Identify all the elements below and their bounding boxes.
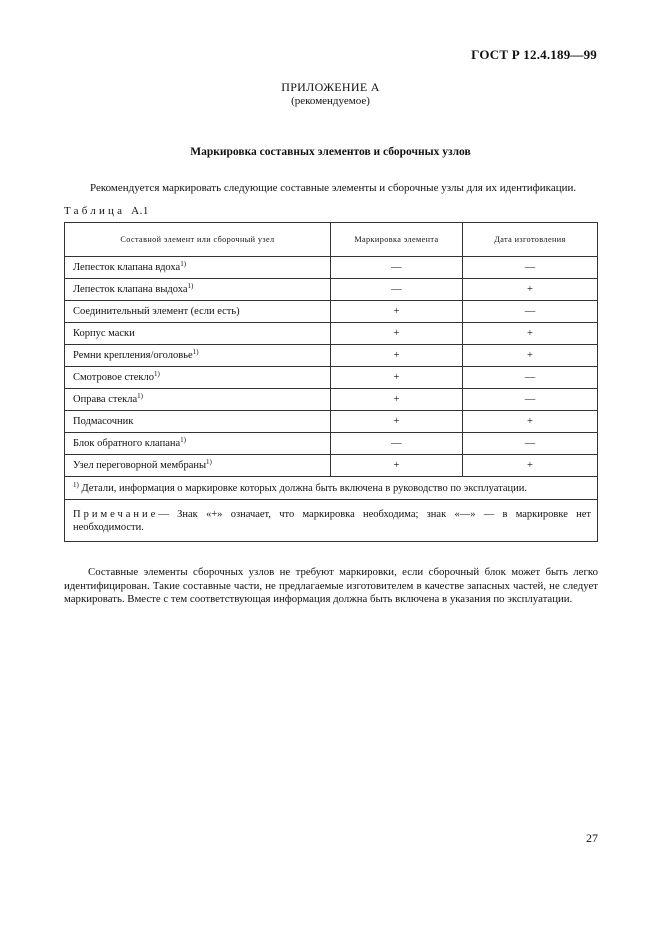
date-cell: + bbox=[462, 345, 597, 367]
table-row bbox=[65, 279, 598, 301]
header-date: Дата изготовления bbox=[462, 223, 597, 257]
element-name: Лепесток клапана вдоха bbox=[73, 262, 181, 273]
table-row bbox=[65, 367, 598, 389]
table-row bbox=[65, 389, 598, 411]
element-name: Соединительный элемент (если есть) bbox=[73, 306, 240, 317]
date-cell: — bbox=[462, 433, 597, 455]
standard-designation: ГОСТ Р 12.4.189—99 bbox=[471, 47, 597, 62]
table-row bbox=[65, 345, 598, 367]
footnote-cell bbox=[65, 477, 598, 500]
element-name-cell bbox=[65, 345, 331, 367]
element-name: Корпус маски bbox=[73, 328, 135, 339]
page-number: 27 bbox=[586, 831, 598, 845]
date-cell: + bbox=[462, 279, 597, 301]
element-name: Лепесток клапана выдоха bbox=[73, 284, 188, 295]
note-label: Примечание bbox=[73, 509, 159, 520]
element-name: Блок обратного клапана bbox=[73, 438, 181, 449]
date-cell: — bbox=[462, 301, 597, 323]
marking-cell: + bbox=[330, 455, 462, 477]
element-name-cell bbox=[65, 433, 331, 455]
element-name-cell bbox=[65, 455, 331, 477]
appendix-title: ПРИЛОЖЕНИЕ А bbox=[281, 80, 380, 94]
marking-cell: — bbox=[330, 257, 462, 279]
footnote-ref: 1) bbox=[192, 348, 199, 356]
element-name: Оправа стекла bbox=[73, 394, 138, 405]
marking-cell: + bbox=[330, 301, 462, 323]
element-name: Смотровое стекло bbox=[73, 372, 155, 383]
marking-cell: + bbox=[330, 389, 462, 411]
marking-cell: + bbox=[330, 411, 462, 433]
appendix-subtitle: (рекомендуемое) bbox=[291, 95, 370, 107]
element-name-cell bbox=[65, 257, 331, 279]
marking-table bbox=[64, 222, 598, 542]
note-row bbox=[65, 500, 598, 542]
table-row bbox=[65, 323, 598, 345]
footnote-text: Детали, информация о маркировке которых должна быть включена в руководство по эксплуатации. bbox=[81, 482, 528, 494]
marking-cell: + bbox=[330, 323, 462, 345]
section-heading: Маркировка составных элементов и сборочных узлов bbox=[190, 146, 471, 158]
footnote-row bbox=[65, 477, 598, 500]
date-cell: + bbox=[462, 455, 597, 477]
element-name-cell bbox=[65, 411, 331, 433]
intro-paragraph: Рекомендуется маркировать следующие составные элементы и сборочные узлы для их идентификации. bbox=[90, 182, 577, 194]
marking-cell: — bbox=[330, 433, 462, 455]
element-name: Подмасочник bbox=[73, 416, 134, 427]
footnote-ref: 1) bbox=[180, 436, 186, 444]
header-marking: Маркировка элемента bbox=[330, 223, 462, 257]
date-cell: — bbox=[462, 257, 597, 279]
date-cell: + bbox=[462, 323, 597, 345]
table-label-number: А.1 bbox=[131, 205, 149, 217]
table-row bbox=[65, 411, 598, 433]
closing-paragraph: Составные элементы сборочных узлов не требуют маркировки, если сборочный блок может быть легко идентифицирован. Такие составные части, не предлагаемые изготовителем в качестве запасных частей, не следует маркировать. Вместе с тем соответствующая информация должна быть включена в указания по эксплуатации. bbox=[64, 566, 598, 605]
date-cell: — bbox=[462, 389, 597, 411]
footnote-ref: 1) bbox=[154, 370, 160, 378]
element-name: Узел переговорной мембраны bbox=[73, 460, 207, 471]
table-row bbox=[65, 301, 598, 323]
element-name-cell bbox=[65, 323, 331, 345]
table-header-row bbox=[65, 223, 598, 257]
footnote-ref: 1) bbox=[137, 392, 143, 400]
table-row bbox=[65, 257, 598, 279]
footnote-ref: 1) bbox=[187, 282, 194, 290]
date-cell: + bbox=[462, 411, 597, 433]
table-label bbox=[64, 205, 149, 217]
element-name-cell bbox=[65, 301, 331, 323]
table-row bbox=[65, 455, 598, 477]
footnote-mark: 1) bbox=[73, 480, 79, 489]
table-row bbox=[65, 433, 598, 455]
note-text: — Знак «+» означает, что маркировка необходима; знак «—» — в маркировке нет необходимости. bbox=[73, 509, 591, 533]
note-cell bbox=[65, 500, 598, 542]
element-name-cell bbox=[65, 367, 331, 389]
marking-cell: — bbox=[330, 279, 462, 301]
marking-cell: + bbox=[330, 345, 462, 367]
element-name-cell bbox=[65, 279, 331, 301]
marking-cell: + bbox=[330, 367, 462, 389]
footnote-ref: 1) bbox=[180, 260, 187, 268]
header-element: Составной элемент или сборочный узел bbox=[65, 223, 331, 257]
footnote-ref: 1) bbox=[206, 458, 212, 466]
date-cell: — bbox=[462, 367, 597, 389]
table-label-word: Таблица bbox=[64, 205, 126, 217]
element-name-cell bbox=[65, 389, 331, 411]
element-name: Ремни крепления/оголовье bbox=[73, 350, 193, 361]
